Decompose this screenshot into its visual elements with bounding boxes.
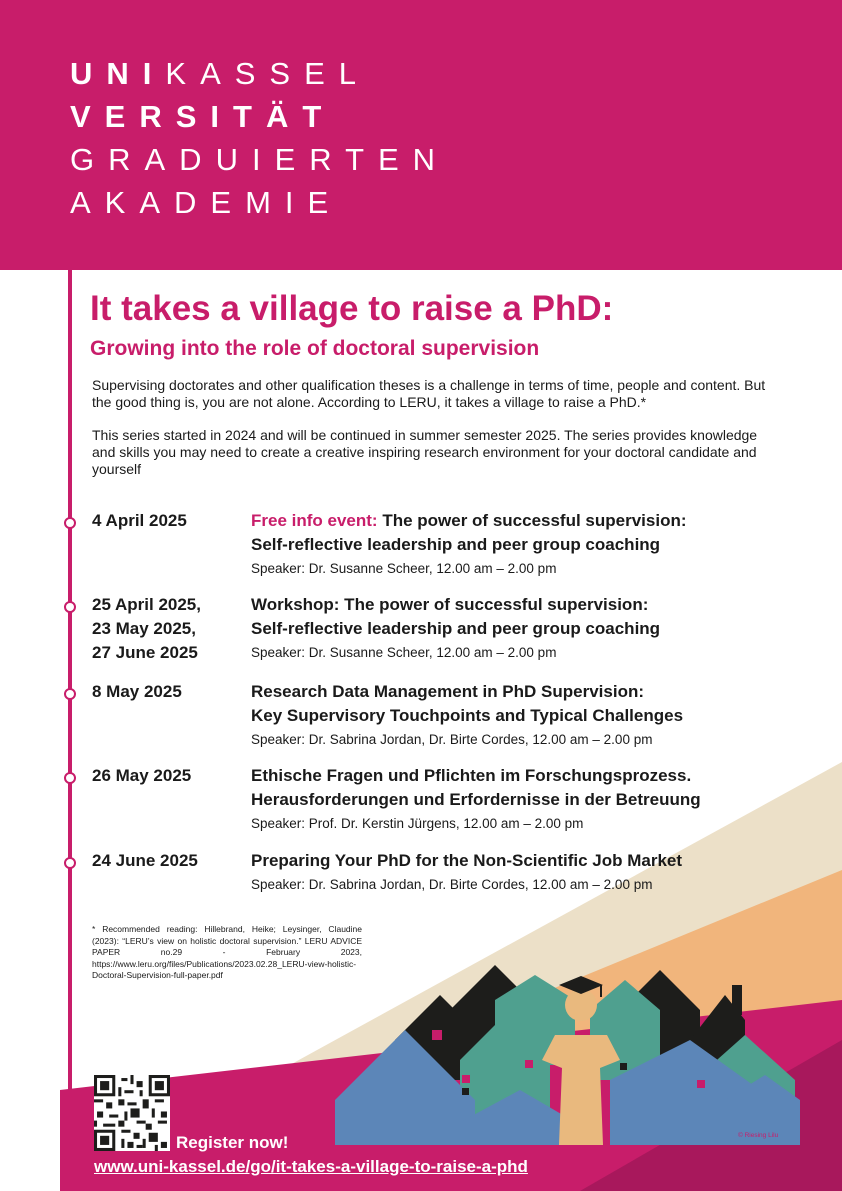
event-date: 4 April 2025 bbox=[92, 511, 187, 530]
event-date: 26 May 2025 bbox=[92, 766, 192, 785]
event-date bbox=[92, 593, 242, 665]
event-speaker: Speaker: Dr. Susanne Scheer, 12.00 am – 2.00 pm bbox=[251, 645, 557, 660]
event-date-line: 23 May 2025, bbox=[92, 619, 196, 638]
event-title-line-1 bbox=[251, 509, 831, 533]
timeline-bullet bbox=[64, 517, 76, 529]
event-title-line-2: Herausforderungen und Erfordernisse in der Betreuung bbox=[251, 790, 701, 809]
event-title-line-2: Key Supervisory Touchpoints and Typical Challenges bbox=[251, 706, 684, 725]
event-info bbox=[251, 849, 831, 894]
page-subtitle: Growing into the role of doctoral supervision bbox=[90, 337, 540, 360]
register-link[interactable]: www.uni-kassel.de/go/it-takes-a-village-to-raise-a-phd bbox=[94, 1157, 528, 1176]
event-title-text: The power of successful supervision: bbox=[377, 511, 687, 530]
event-title-line-1: Workshop: The power of successful supervision: bbox=[251, 595, 649, 614]
event-speaker: Speaker: Dr. Sabrina Jordan, Dr. Birte Cordes, 12.00 am – 2.00 pm bbox=[251, 877, 653, 892]
timeline-line bbox=[68, 270, 72, 1191]
logo-akademie: AKADEMIE bbox=[70, 185, 343, 220]
event-info bbox=[251, 680, 831, 749]
event-date: 24 June 2025 bbox=[92, 851, 198, 870]
qr-code-icon[interactable] bbox=[94, 1075, 170, 1151]
event-date-line: 25 April 2025, bbox=[92, 595, 201, 614]
event-title-line-1: Research Data Management in PhD Supervision: bbox=[251, 682, 644, 701]
logo-uni: UNI bbox=[70, 56, 166, 91]
artwork-credit: © Riesing Lilu bbox=[738, 1132, 779, 1139]
event-title-line-2: Self-reflective leadership and peer group coaching bbox=[251, 619, 661, 638]
timeline-bullet bbox=[64, 857, 76, 869]
event-info bbox=[251, 593, 831, 662]
event-info bbox=[251, 509, 831, 578]
event-speaker: Speaker: Dr. Sabrina Jordan, Dr. Birte Cordes, 12.00 am – 2.00 pm bbox=[251, 732, 653, 747]
event-date-line: 27 June 2025 bbox=[92, 643, 198, 662]
event-speaker: Speaker: Prof. Dr. Kerstin Jürgens, 12.00 am – 2.00 pm bbox=[251, 816, 584, 831]
logo-kassel: KASSEL bbox=[165, 56, 371, 91]
timeline-bullet bbox=[64, 688, 76, 700]
event-title-line-1: Ethische Fragen und Pflichten im Forschungsprozess. bbox=[251, 766, 692, 785]
footnote-reference: * Recommended reading: Hillebrand, Heike; Leysinger, Claudine (2023): “LERU’s view on holistic doctoral supervision.” LERU ADVICE PAPER no.29 - February 2023, https://www.leru.org/files/Publications/2023.02.28_LERU-view-holistic-Doctoral-Supervision-full-paper.pdf bbox=[92, 924, 362, 980]
event-date: 8 May 2025 bbox=[92, 682, 182, 701]
page-title: It takes a village to raise a PhD: bbox=[90, 289, 614, 328]
event-title-line-1: Preparing Your PhD for the Non-Scientific Job Market bbox=[251, 851, 683, 870]
event-title-line-2: Self-reflective leadership and peer group coaching bbox=[251, 535, 661, 554]
logo-versitaet: VERSITÄT bbox=[70, 99, 336, 134]
logo-graduierten: GRADUIERTEN bbox=[70, 142, 450, 177]
timeline-bullet bbox=[64, 601, 76, 613]
free-info-label: Free info event: bbox=[251, 511, 378, 530]
intro-paragraph-2: This series started in 2024 and will be continued in summer semester 2025. The series provides knowledge and skills you may need to create a creative inspiring research environment for your doctoral candidate and yourself bbox=[92, 427, 758, 477]
event-info bbox=[251, 764, 831, 833]
timeline-bullet bbox=[64, 772, 76, 784]
register-label: Register now! bbox=[176, 1133, 289, 1152]
intro-paragraph-1: Supervising doctorates and other qualification theses is a challenge in terms of time, people and content. But the good thing is, you are not alone. According to LERU, it takes a village to raise a PhD.* bbox=[92, 377, 766, 410]
event-speaker: Speaker: Dr. Susanne Scheer, 12.00 am – 2.00 pm bbox=[251, 561, 557, 576]
